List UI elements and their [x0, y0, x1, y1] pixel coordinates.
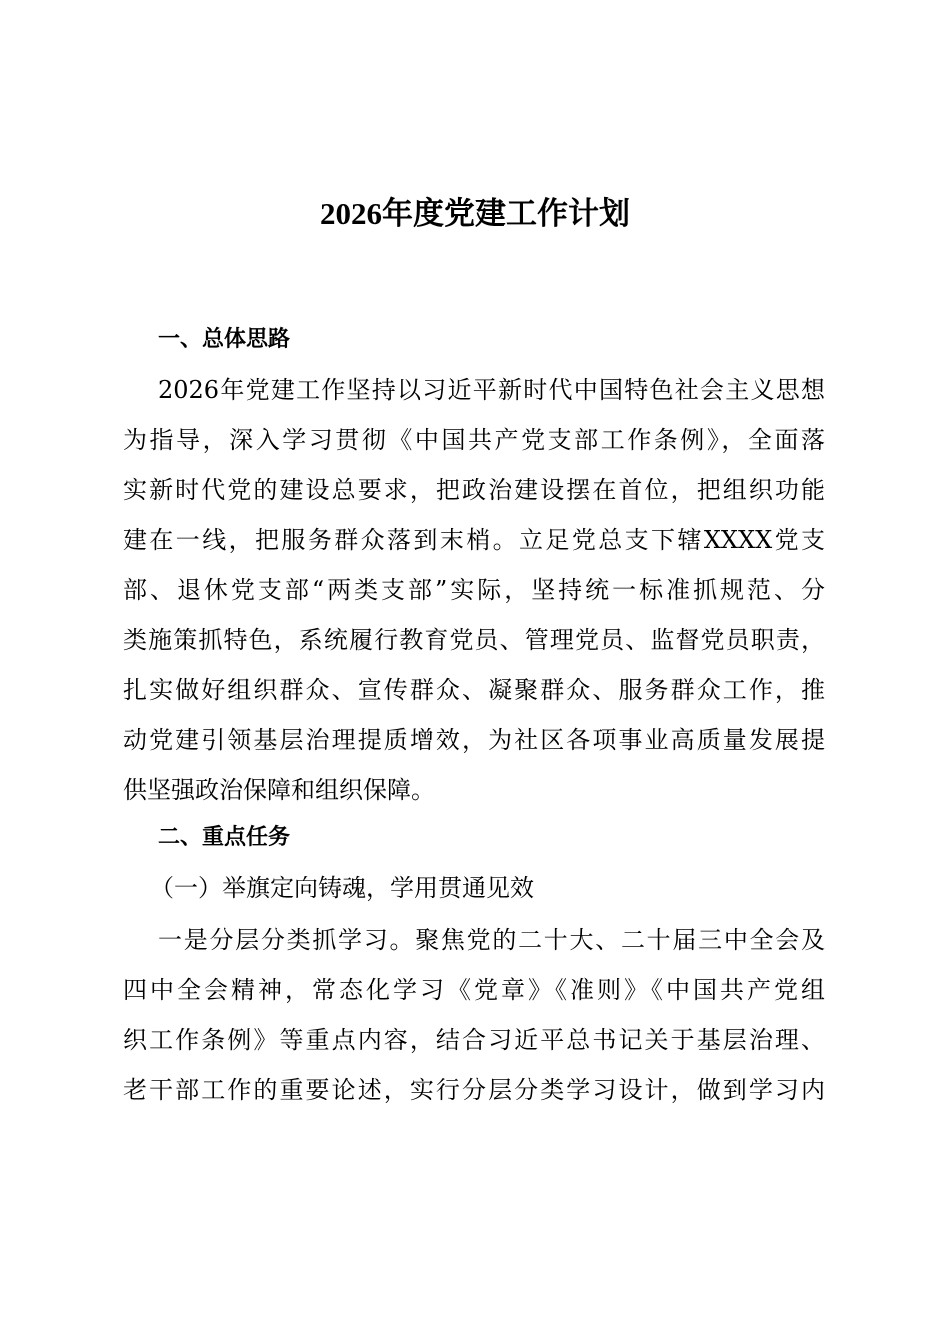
- subsection-heading: （一）举旗定向铸魂，学用贯通见效: [150, 874, 534, 902]
- paragraph-line: 四中全会精神，常态化学习《党章》《准则》《中国共产党组: [123, 976, 825, 1004]
- paragraph-line: 老干部工作的重要论述，实行分层分类学习设计，做到学习内: [123, 1076, 825, 1104]
- paragraph-line: 为指导，深入学习贯彻《中国共产党支部工作条例》，全面落: [123, 426, 825, 454]
- paragraph-line: 一是分层分类抓学习。聚焦党的二十大、二十届三中全会及: [158, 926, 825, 954]
- paragraph-line: 扎实做好组织群众、宣传群众、凝聚群众、服务群众工作，推: [123, 676, 825, 704]
- paragraph-line: 建在一线，把服务群众落到末梢。立足党总支下辖XXXX党支: [123, 526, 825, 554]
- paragraph-line: 类施策抓特色，系统履行教育党员、管理党员、监督党员职责，: [123, 626, 825, 654]
- paragraph-line: 动党建引领基层治理提质增效，为社区各项事业高质量发展提: [123, 726, 825, 754]
- document-title: 2026年度党建工作计划: [320, 196, 630, 231]
- section-heading-key-tasks: 二、重点任务: [158, 825, 291, 850]
- paragraph-line: 织工作条例》等重点内容，结合习近平总书记关于基层治理、: [123, 1026, 825, 1054]
- paragraph-line: 2026年党建工作坚持以习近平新时代中国特色社会主义思想: [158, 376, 825, 404]
- section-heading-overall-approach: 一、总体思路: [158, 327, 291, 352]
- paragraph-line: 供坚强政治保障和组织保障。: [123, 776, 435, 804]
- paragraph-line: 实新时代党的建设总要求，把政治建设摆在首位，把组织功能: [123, 476, 825, 504]
- paragraph-line: 部、退休党支部“两类支部”实际，坚持统一标准抓规范、分: [123, 576, 825, 604]
